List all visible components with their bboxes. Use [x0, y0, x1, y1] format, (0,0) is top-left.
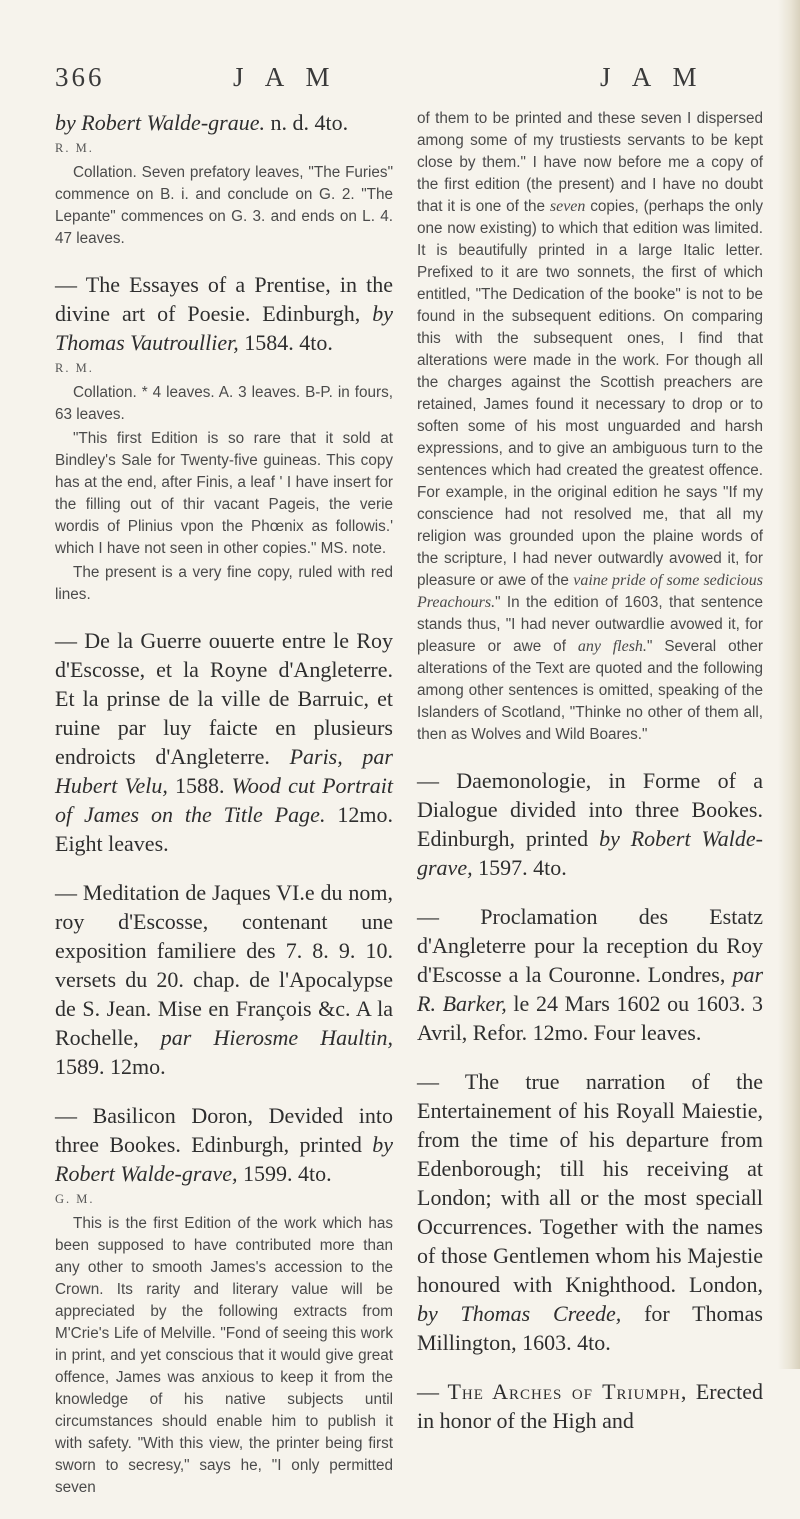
- note-continuation: [417, 108, 763, 746]
- entry-essayes-of-a-prentise: [55, 270, 393, 606]
- entry-imprint: by Robert Walde-grave,: [417, 826, 764, 880]
- provenance-mark: G. M.: [55, 1192, 95, 1206]
- entry-note: Collation. * 4 leaves. A. 3 leaves. B-P. in fours, 63 leaves. "This first Edition is so rare that it sold at Bindley's Sale for Twenty-five guineas. This copy has at the end, after Finis, a leaf ' I have insert for the filling out of thir vacant Pageis, the verie wordis of Plinius vpon the Phœnix as followis.' which I have not seen in other copies." MS. note. The present is a very fine copy, ruled with red lines.: [55, 384, 393, 603]
- entry-de-la-guerre: [55, 626, 393, 858]
- page-number: 366: [55, 62, 105, 92]
- entry-proclamation: [417, 902, 763, 1047]
- entry-imprint: by Robert Walde-grave,: [55, 1132, 393, 1186]
- entry-imprint: par R. Barker,: [417, 962, 763, 1016]
- page-edge-shadow: [778, 0, 800, 1369]
- entry-title: — The Essayes of a Prentise, in the divine art of Poesie. Edinburgh, by Thomas Vautroullier, 1584. 4to.: [55, 272, 393, 355]
- running-header: [55, 62, 750, 102]
- entry-title: — Daemonologie, in Forme of a Dialogue divided into three Bookes. Edinburgh, printed by Robert Walde-grave, 1597. 4to.: [417, 768, 764, 880]
- entry-note: of them to be printed and these seven I dispersed among some of my trustiests servants to be kept close by them." I have now before me a copy of the first edition (the present) and I have no doubt that it is one of the seven copies, (perhaps the only one now existing) to which that edition was limited. It is beautifully printed in a large Italic letter. Prefixed to it are two sonnets, the first of which entitled, "The Dedication of the booke" is not to be found in the subsequent editions. On comparing this with the subsequent ones, I find that alterations were made in the work. For though all the charges against the Scottish preachers are retained, James found it necessary to drop or to soften some of his most unguarded and harsh expressions, and to give an ambiguous turn to the sentences which had created the greatest offence. For example, in the original edition he says "If my conscience had not resolved me, that all my religion was grounded upon the plaine words of the scripture, I had never outwardly avowed it, for pleasure or awe of the vaine pride of some sedicious Preachours." In the edition of 1603, that sentence stands thus, "I had never outwardlie avowed it, for pleasure or awe of any flesh." Several other alterations of the Text are quoted and the following among other sentences is omitted, speaking of the Islanders of Scotland, "Thinke no other of them all, then as Wolves and Wild Boares.": [417, 110, 763, 743]
- running-title-left: J A M: [233, 62, 338, 92]
- entry-title: — The Arches of Triumph, Erected in honor of the High and: [417, 1379, 764, 1433]
- provenance-mark: R. M.: [55, 141, 94, 155]
- entry-arches-of-triumph: [417, 1377, 763, 1435]
- running-title-right: J A M: [600, 62, 705, 92]
- entry-imprint: par Hierosme Haultin,: [160, 1025, 393, 1050]
- right-column: [417, 108, 763, 1455]
- entry-title: — Proclamation des Estatz d'Angleterre pour la reception du Roy d'Escosse a la Couronne. Londres, par R. Barker, le 24 Mars 1602 ou 1603. 3 Avril, Refor. 12mo. Four leaves.: [417, 904, 764, 1045]
- entry-title: — Basilicon Doron, Devided into three Bookes. Edinburgh, printed by Robert Walde-grave, 1599. 4to.: [55, 1103, 393, 1186]
- entry-lepante: [55, 108, 393, 250]
- entry-note: This is the first Edition of the work which has been supposed to have contributed more than any other to smooth James's accession to the Crown. Its rarity and literary value will be appreciated by the following extracts from M'Crie's Life of Melville. "Fond of seeing this work in print, and yet conscious that it would give great offence, James was anxious to keep it from the knowledge of his native subjects until circumstances should enable him to publish it with safety. "With this view, the printer being first sworn to secresy," says he, "I only permitted seven: [55, 1215, 393, 1496]
- entry-title: by Robert Walde-graue. n. d. 4to.: [55, 110, 349, 135]
- entry-true-narration: [417, 1067, 763, 1357]
- entry-imprint: by Robert Walde-graue.: [55, 110, 265, 135]
- entry-note: Collation. Seven prefatory leaves, "The Furies" commence on B. i. and conclude on G. 2. "The Lepante" commences on G. 3. and ends on L. 4. 47 leaves.: [55, 164, 393, 247]
- provenance-mark: R. M.: [55, 361, 94, 375]
- left-column: [55, 108, 393, 1519]
- entry-title: — Meditation de Jaques VI.e du nom, roy d'Escosse, contenant une exposition familiere des 7. 8. 9. 10. versets du 20. chap. de l'Apocalypse de S. Jean. Mise en François &c. A la Rochelle, par Hierosme Haultin, 1589. 12mo.: [55, 880, 393, 1079]
- entry-meditation: [55, 878, 393, 1081]
- entry-basilicon-doron: [55, 1101, 393, 1499]
- entry-daemonologie: [417, 766, 763, 882]
- entry-imprint: by Thomas Creede,: [417, 1301, 622, 1326]
- entry-imprint: Paris, par Hubert Velu,: [55, 744, 393, 798]
- entry-title: — The true narration of the Entertainement of his Royall Maiestie, from the time of his departure from Edenborough; till his receiving at London; with all or the most speciall Occurrences. Together with the names of those Gentlemen whom his Majestie honoured with Knighthood. London, by Thomas Creede, for Thomas Millington, 1603. 4to.: [417, 1069, 763, 1355]
- entry-imprint: by Thomas Vautroullier,: [55, 301, 393, 355]
- entry-title: — De la Guerre ouuerte entre le Roy d'Escosse, et la Royne d'Angleterre. Et la prinse de la ville de Barruic, et ruine par luy faicte en plusieurs endroicts d'Angleterre. Paris, par Hubert Velu, 1588. Wood cut Portrait of James on the Title Page. 12mo. Eight leaves.: [55, 628, 393, 856]
